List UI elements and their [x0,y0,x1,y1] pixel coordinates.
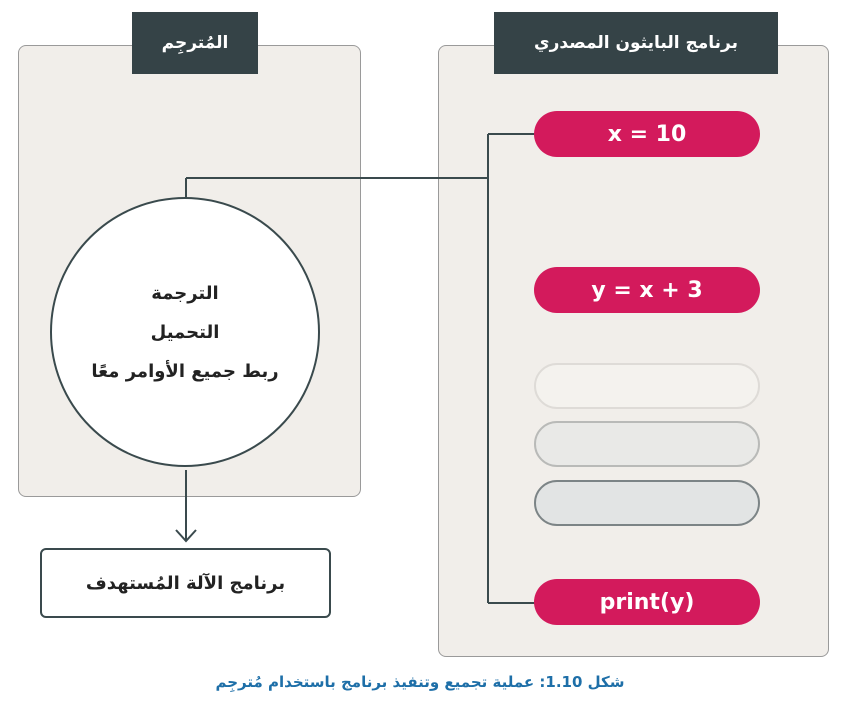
code-placeholder-2 [534,421,760,467]
target-program-box: برنامج الآلة المُستهدف [40,548,331,618]
interpreter-circle [50,197,320,467]
step-loading: التحميل [150,321,220,343]
code-line-2: y = x + 3 [534,267,760,313]
code-line-1: x = 10 [534,111,760,157]
step-linking: ربط جميع الأوامر معًا [91,360,279,382]
interpreter-title: المُترجِم [132,12,258,74]
code-line-3: print(y) [534,579,760,625]
code-placeholder-1 [534,363,760,409]
source-program-title: برنامج البايثون المصدري [494,12,778,74]
figure-caption: شكل 1.10: عملية تجميع وتنفيذ برنامج باستخدام مُترجِم [215,673,625,691]
code-placeholder-3 [534,480,760,526]
step-translation: الترجمة [151,282,219,304]
